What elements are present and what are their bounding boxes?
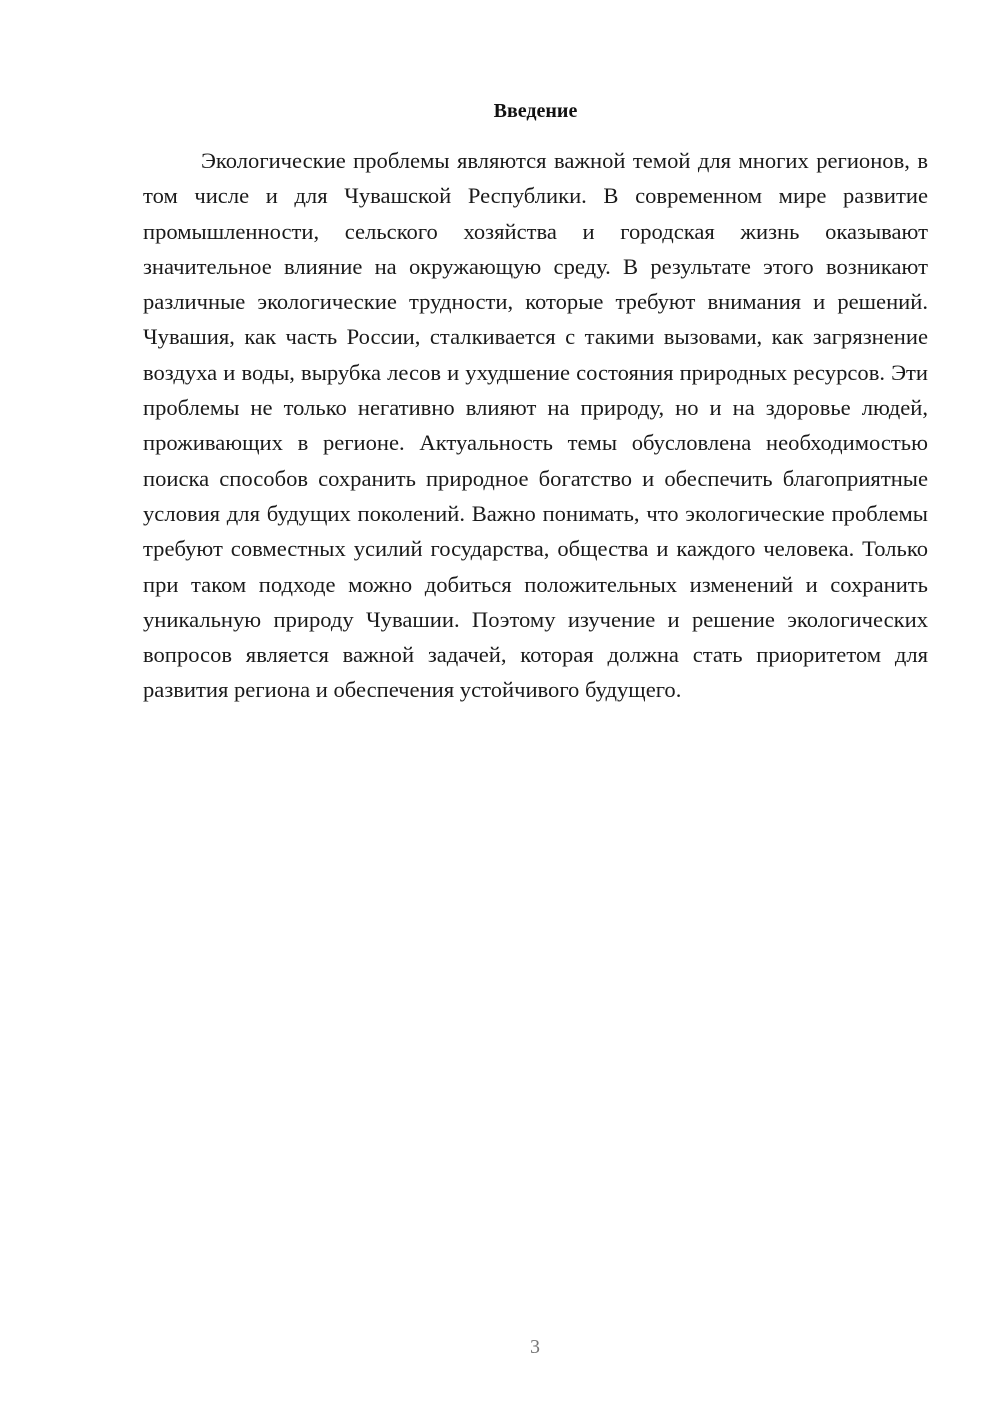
body-paragraph: Экологические проблемы являются важной темой для многих регионов, в том числе и для Чувашской Республики. В современном мире развитие промышленности, сельского хозяйства и городская жизнь оказывают значительное влияние на окружающую среду. В результате этого возникают различные экологические трудности, которые требуют внимания и решений. Чувашия, как часть России, сталкивается с такими вызовами, как загрязнение воздуха и воды, вырубка лесов и ухудшение состояния природных ресурсов. Эти проблемы не только негативно влияют на природу, но и на здоровье людей, проживающих в регионе. Актуальность темы обусловлена необходимостью поиска способов сохранить природное богатство и обеспечить благоприятные условия для будущих поколений. Важно понимать, что экологические проблемы требуют совместных усилий государства, общества и каждого человека. Только при таком подходе можно добиться положительных изменений и сохранить уникальную природу Чувашии. Поэтому изучение и решение экологических вопросов является важной задачей, которая должна стать приоритетом для развития региона и обеспечения устойчивого будущего. [143, 148, 928, 703]
section-heading: Введение [493, 100, 578, 122]
page-number: 3 [530, 1336, 540, 1358]
